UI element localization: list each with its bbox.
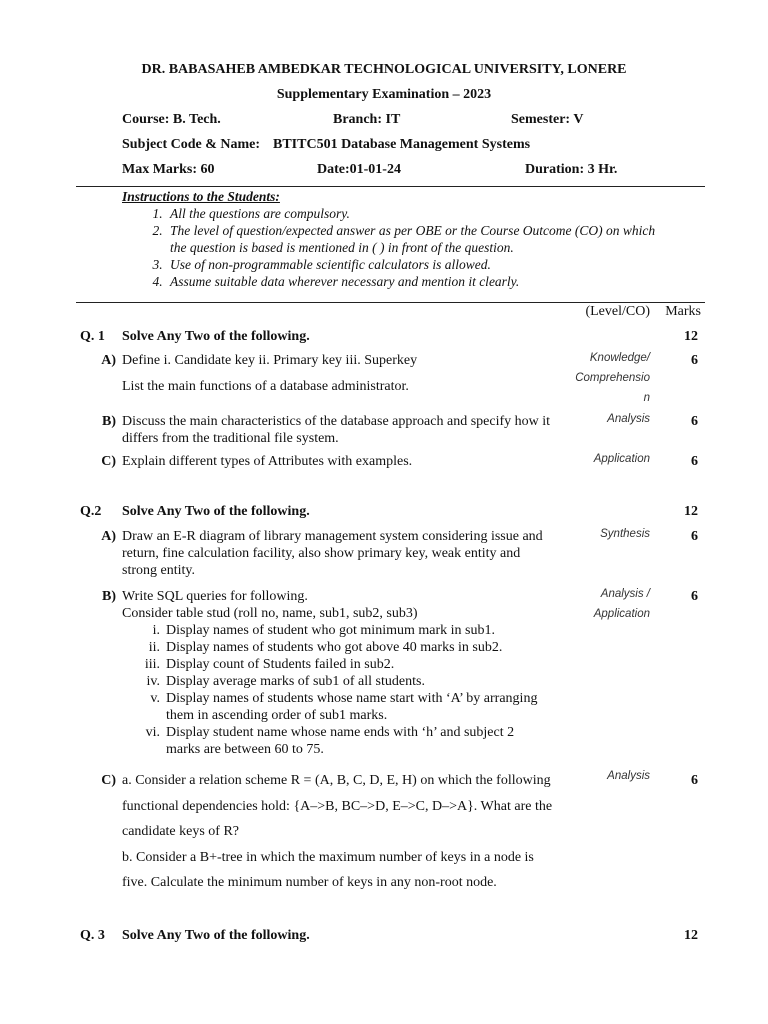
instruction-item: 4. Assume suitable data wherever necessary and mention it clearly.	[166, 273, 662, 290]
list-item: i. Display names of student who got minimum mark in sub1.	[152, 623, 495, 638]
question-title: Solve Any Two of the following.	[122, 928, 310, 943]
question-marks: 12	[684, 329, 698, 344]
list-item: v. Display names of students whose name start with ‘A’ by arranging them in ascending order of sub1 marks.	[150, 691, 538, 723]
list-item: iv. Display average marks of sub1 of all students.	[146, 674, 425, 689]
list-item: ii. Display names of students who got above 40 marks in sub2.	[148, 640, 503, 655]
exam-title: Supplementary Examination – 2023	[276, 87, 492, 102]
question-title: Solve Any Two of the following.	[122, 329, 310, 344]
question-number: Q. 1	[80, 329, 105, 344]
level-line: Application	[593, 608, 650, 620]
sub-question-label: C)	[101, 454, 116, 469]
sql-query-list	[122, 622, 542, 758]
sub-question-text	[122, 588, 542, 758]
sub-question-text	[122, 352, 562, 395]
level-tag: Analysis	[607, 770, 650, 782]
level-line: n	[643, 392, 650, 404]
question-marks: 12	[684, 928, 698, 943]
question-marks: 12	[684, 504, 698, 519]
course: Course: B. Tech.	[122, 112, 221, 127]
level-tag: Application	[593, 453, 650, 465]
duration: Duration: 3 Hr.	[525, 162, 618, 177]
instruction-item: 2. The level of question/expected answer as per OBE or the Course Outcome (CO) on which the question is based is mentioned in ( ) in front of the question.	[166, 222, 662, 256]
sub-question-label: A)	[101, 529, 116, 544]
level-tag	[568, 584, 650, 624]
text-line: List the main functions of a database administrator.	[122, 379, 409, 394]
text-line: five. Calculate the minimum number of keys in any non-root node.	[122, 875, 497, 890]
sub-question-marks: 6	[691, 529, 698, 544]
sub-question-marks: 6	[691, 589, 698, 604]
instruction-item: 3. Use of non-programmable scientific calculators is allowed.	[166, 256, 662, 273]
semester: Semester: V	[511, 112, 584, 127]
sub-question-text: Draw an E-R diagram of library management system considering issue and return, fine calculation facility, also show primary key, weak entity and strong entity.	[122, 529, 543, 578]
text-line: a. Consider a relation scheme R = (A, B, C, D, E, H) on which the following	[122, 773, 551, 788]
header-divider	[76, 186, 705, 187]
sub-question-marks: 6	[691, 353, 698, 368]
level-tag: Analysis	[607, 413, 650, 425]
level-tag	[568, 348, 650, 408]
level-column-header: (Level/CO)	[585, 304, 650, 319]
level-tag: Synthesis	[600, 528, 650, 540]
text-line: functional dependencies hold: {A–>B, BC–>D, E–>C, D–>A}. What are the	[122, 798, 553, 814]
level-line: Knowledge/	[589, 352, 650, 364]
text-line: candidate keys of R?	[122, 824, 240, 839]
sub-question-text: Explain different types of Attributes with examples.	[122, 454, 413, 469]
sub-question-label: C)	[101, 773, 116, 788]
level-line: Comprehensio	[575, 372, 650, 384]
instruction-item: 1. All the questions are compulsory.	[166, 205, 662, 222]
university-name: DR. BABASAHEB AMBEDKAR TECHNOLOGICAL UNIVERSITY, LONERE	[141, 62, 627, 77]
subject-label: Subject Code & Name:	[122, 137, 261, 152]
marks-column-header: Marks	[665, 304, 701, 319]
sub-question-label: A)	[101, 353, 116, 368]
sub-question-text: Discuss the main characteristics of the database approach and specify how it differs from the traditional file system.	[122, 414, 551, 446]
sub-question-marks: 6	[691, 773, 698, 788]
sub-question-marks: 6	[691, 414, 698, 429]
sub-question-text	[122, 768, 562, 896]
text-line: Consider table stud (roll no, name, sub1, sub2, sub3)	[122, 606, 418, 621]
sub-question-label: B)	[102, 414, 116, 429]
question-title: Solve Any Two of the following.	[122, 504, 310, 519]
sub-question-marks: 6	[691, 454, 698, 469]
instructions-title: Instructions to the Students:	[122, 189, 280, 204]
question-number: Q. 3	[80, 928, 105, 943]
instructions-divider	[76, 302, 705, 303]
list-item: iii. Display count of Students failed in sub2.	[144, 657, 395, 672]
branch: Branch: IT	[333, 112, 401, 127]
text-line: Define i. Candidate key ii. Primary key iii. Superkey	[122, 353, 418, 368]
subject-name: BTITC501 Database Management Systems	[273, 137, 531, 152]
list-item: vi. Display student name whose name ends with ‘h’ and subject 2 marks are between 60 to 75.	[145, 725, 515, 757]
instructions-list	[122, 205, 662, 290]
sub-question-label: B)	[102, 589, 116, 604]
max-marks: Max Marks: 60	[122, 162, 215, 177]
exam-date: Date:01-01-24	[317, 162, 401, 177]
text-line: b. Consider a B+-tree in which the maximum number of keys in a node is	[122, 849, 534, 865]
question-number: Q.2	[80, 504, 102, 519]
text-line: Write SQL queries for following.	[122, 589, 308, 604]
instructions-block	[122, 188, 662, 290]
level-line: Analysis /	[600, 588, 650, 600]
